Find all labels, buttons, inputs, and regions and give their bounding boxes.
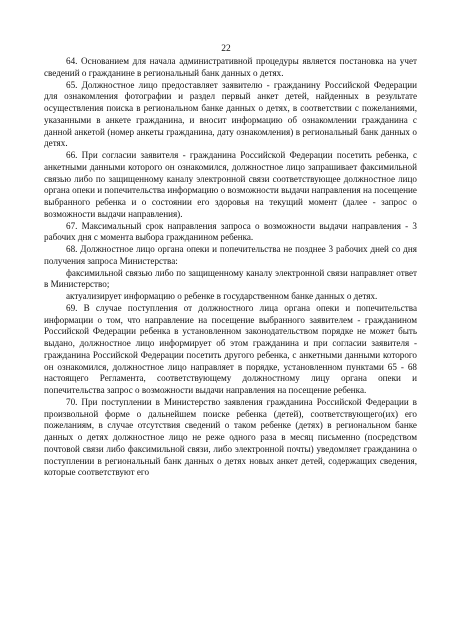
paragraph-68: 68. Должностное лицо органа опеки и попечительства не позднее 3 рабочих дней со дня получения запроса Министерства: (44, 244, 417, 266)
paragraph-66: 66. При согласии заявителя - гражданина Российской Федерации посетить ребенка, с анкетными данными которого он ознакомился, должностное лицо запрашивает факсимильной связью либо по защищенному каналу электронной связи соответствующее должностное лицо органа опеки и попечительства информацию о возможности выдачи направления на посещение выбранного ребенка и о состоянии его здоровья на текущий момент (далее - запрос о возможности выдачи направления). (44, 150, 417, 219)
document-body (44, 56, 417, 479)
paragraph-65: 65. Должностное лицо предоставляет заявителю - гражданину Российской Федерации для ознакомления фотографии и раздел первый анкет детей, найденных в результате осуществления поиска в региональном банке данных о детях, в соответствии с пожеланиями, указанными в анкете гражданина, и вносит информацию об ознакомлении гражданина с данной анкетой (номер анкеты гражданина, дату ознакомления) в региональный банк данных о детях. (44, 79, 417, 149)
paragraph-64: 64. Основанием для начала административной процедуры является постановка на учет сведений о гражданине в региональный банк данных о детях. (44, 56, 417, 78)
paragraph-70: 70. При поступлении в Министерство заявления гражданина Российской Федерации в произвольной форме о дальнейшем поиске ребенка (детей), соответствующего(их) его пожеланиям, в случае отсутствия сведений о таком ребенке (детях) в региональном банке данных о детях должностное лицо не реже одного раза в месяц письменно (посредством почтовой связи либо факсимильной связи, либо электронной почты) уведомляет гражданина о поступлении в региональный банк данных о детях новых анкет детей, содержащих сведения, которые соответствуют его (44, 396, 417, 478)
paragraph-69: 69. В случае поступления от должностного лица органа опеки и попечительства информации о том, что направление на посещение выбранного заявителем - гражданином Российской Федерации ребенка в установленном законодательством порядке не может быть выдано, должностное лицо информирует об этом гражданина и при согласии заявителя - гражданина Российской Федерации посетить другого ребенка, с анкетными данными которого он ознакомился, должностное лицо направляет в порядке, установленном пунктами 65 - 68 настоящего Регламента, соответствующему должностному лицу органа опеки и попечительства запрос о возможности выдачи направления на посещение ребенка. (44, 302, 417, 395)
paragraph-68-item-1: факсимильной связью либо по защищенному каналу электронной связи направляет ответ в Министерство; (44, 267, 417, 290)
paragraph-68-item-2: актуализирует информацию о ребенке в государственном банке данных о детях. (66, 291, 378, 301)
paragraph-67: 67. Максимальный срок направления запроса о возможности выдачи направления - 3 рабочих дня с момента выбора гражданином ребенка. (44, 220, 417, 243)
page-number: 22 (221, 44, 231, 54)
